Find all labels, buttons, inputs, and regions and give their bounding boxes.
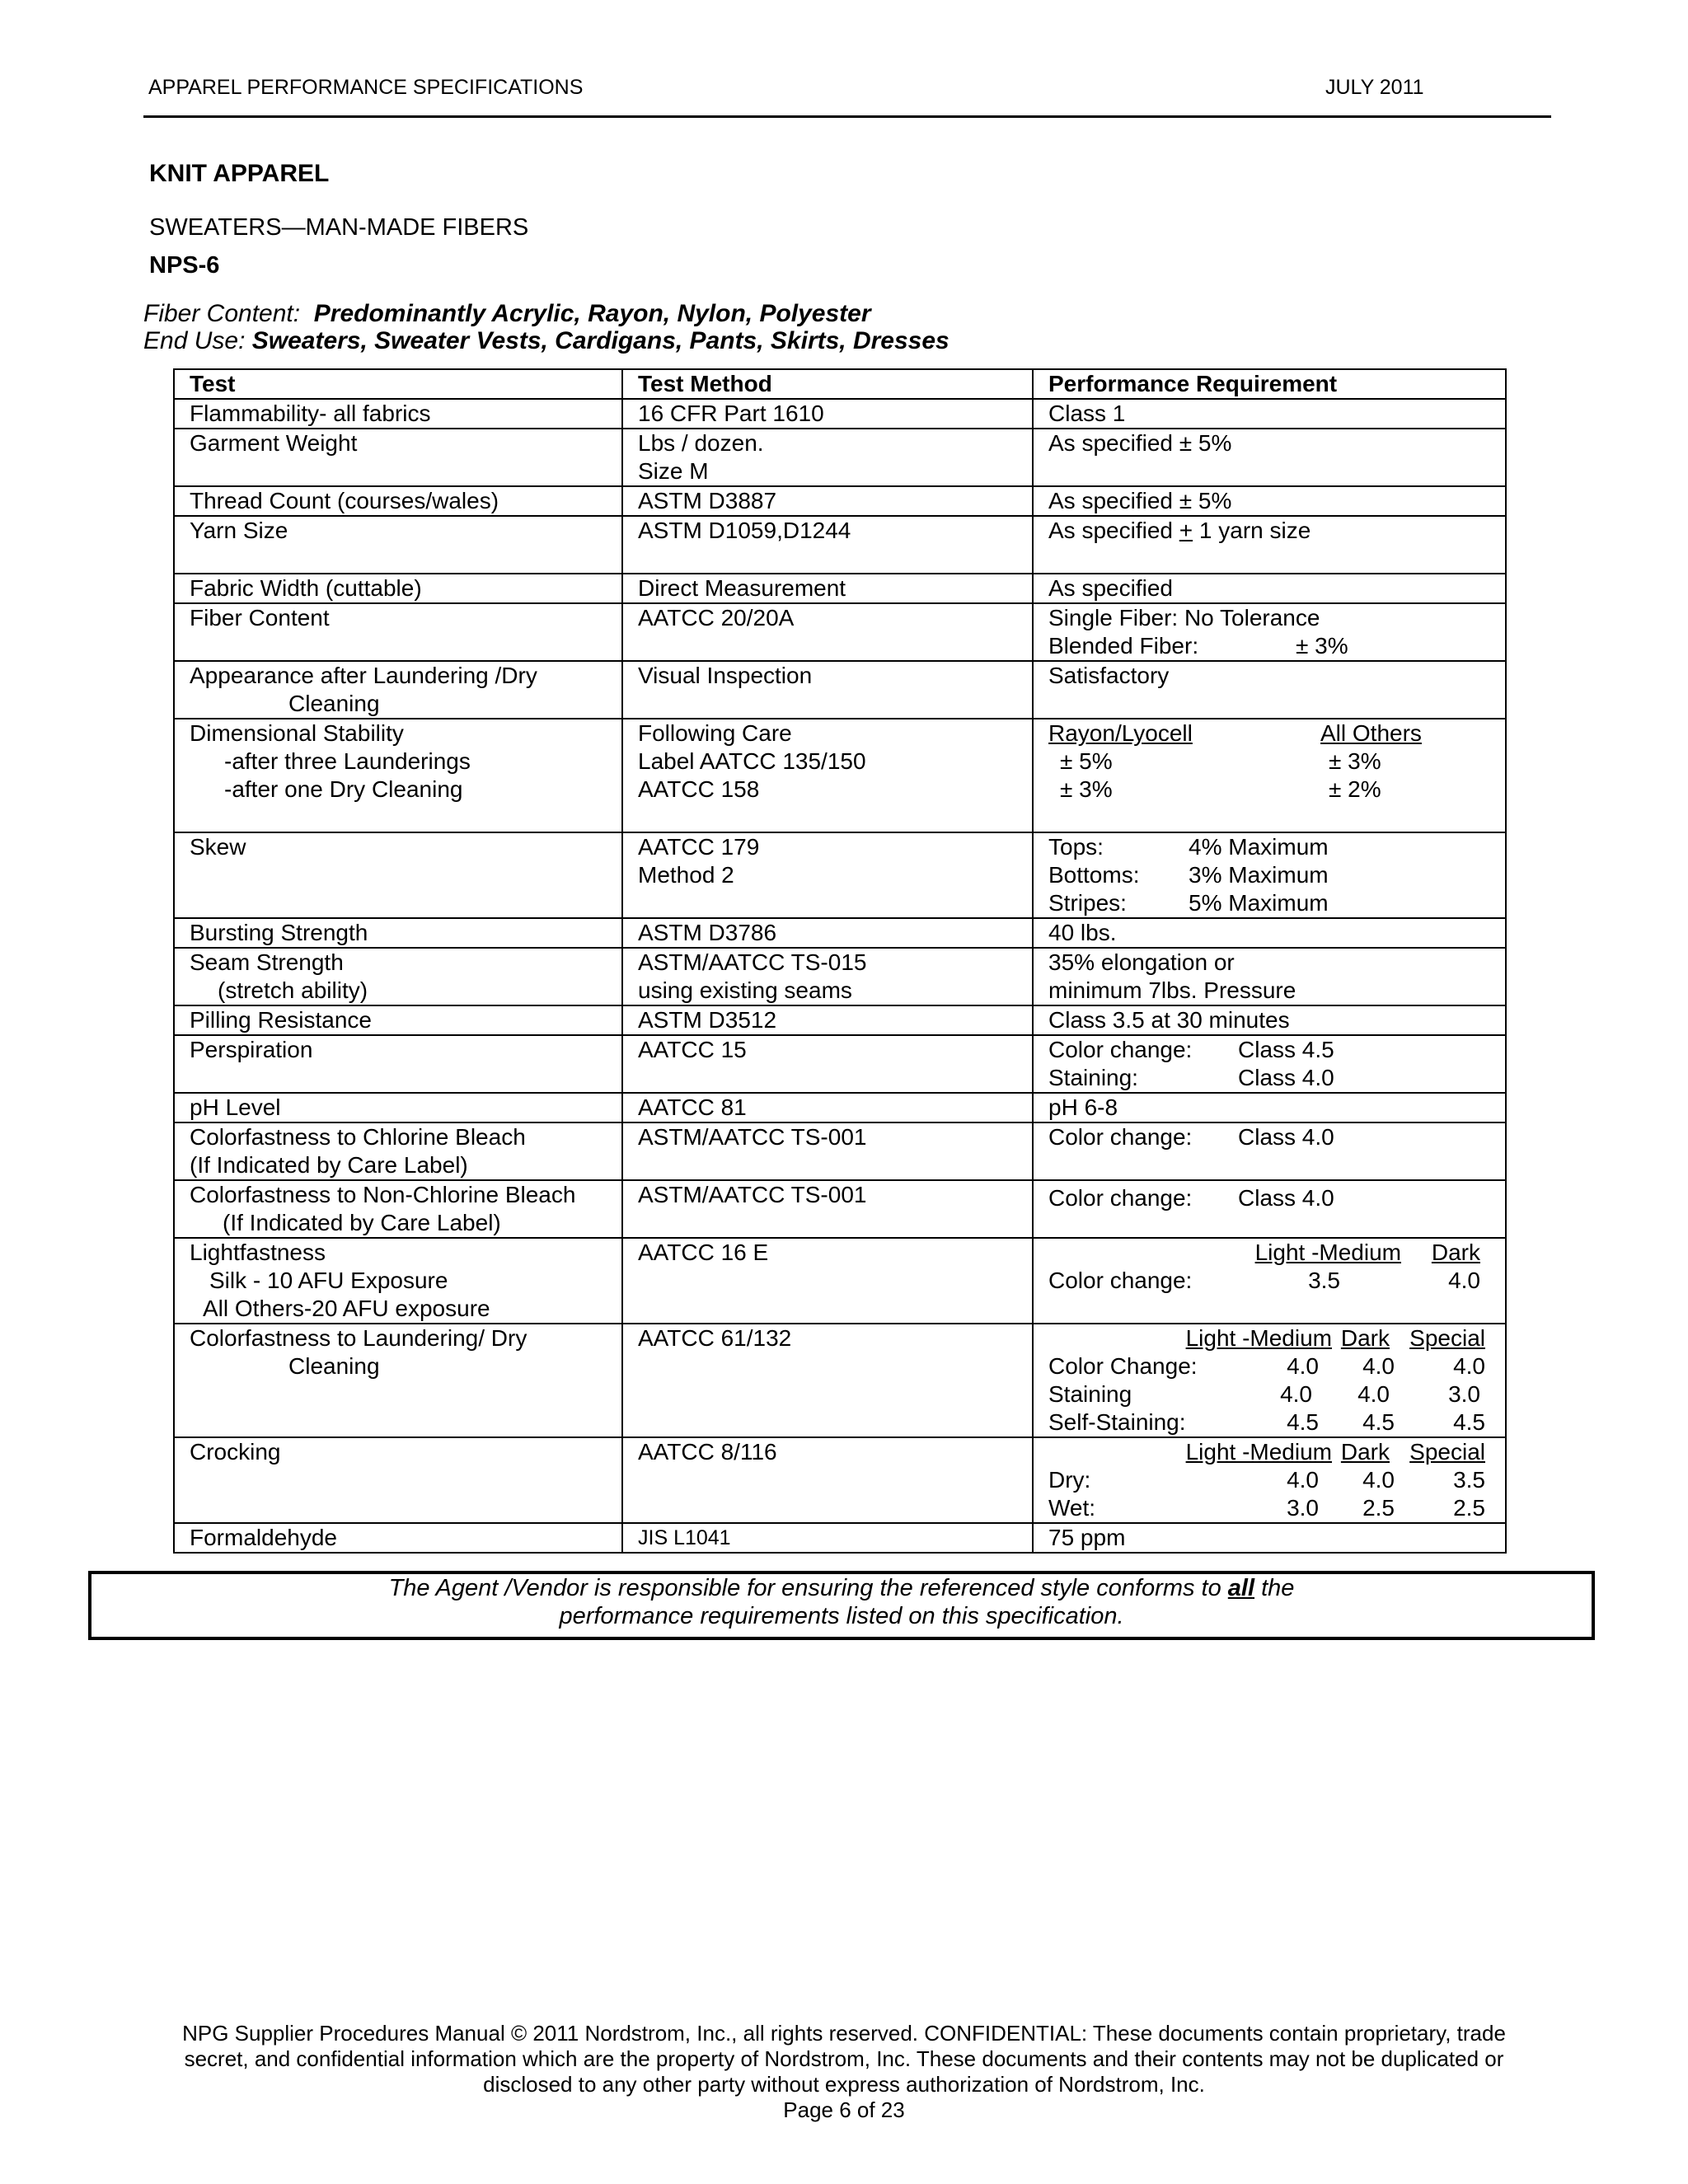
- cell-test: [174, 661, 622, 719]
- header-requirement: Performance Requirement: [1033, 369, 1506, 399]
- req-line: [1048, 748, 1505, 776]
- method-line: ASTM D1059,D1244: [638, 518, 851, 543]
- req-label: Bottoms:: [1048, 862, 1140, 888]
- cell-requirement: As specified ± 5%: [1033, 429, 1506, 486]
- req-line: [1048, 1267, 1505, 1295]
- req-value: 4.0: [1280, 1381, 1312, 1407]
- notice-text: The Agent /Vendor is responsible for ensuring the referenced style conforms to: [388, 1575, 1228, 1601]
- req-line: [1048, 1494, 1505, 1522]
- col-dark: Dark: [1340, 1325, 1390, 1351]
- req-line: [1048, 861, 1505, 889]
- req-value: Class 4.0: [1238, 1124, 1334, 1150]
- req-label: Self-Staining:: [1048, 1409, 1186, 1435]
- req-value: 3.5: [1308, 1268, 1340, 1293]
- cell-test: [174, 1122, 622, 1180]
- req-value: 2.5: [1362, 1495, 1395, 1521]
- req-value: 4% Maximum: [1189, 834, 1329, 860]
- cell-method: ASTM/AATCC TS-001: [622, 1122, 1033, 1180]
- req-label: Color change:: [1048, 1268, 1193, 1293]
- table-row: [174, 516, 1506, 574]
- req-label: Color change:: [1048, 1124, 1193, 1150]
- cell-method: AATCC 8/116: [622, 1437, 1033, 1523]
- cell-requirement: [1033, 1180, 1506, 1238]
- cell-requirement: 75 ppm: [1033, 1523, 1506, 1553]
- req-value: 4.5: [1287, 1409, 1319, 1435]
- end-use-label: End Use:: [143, 327, 246, 354]
- test-line: -after three Launderings: [224, 748, 471, 774]
- table-row: [174, 1523, 1506, 1553]
- req-value: ± 5%: [1060, 748, 1113, 774]
- test-line: (stretch ability): [218, 977, 368, 1003]
- req-value: 4.0: [1287, 1467, 1319, 1493]
- cell-method: AATCC 61/132: [622, 1324, 1033, 1437]
- req-value: 3% Maximum: [1189, 862, 1329, 888]
- req-line: [1048, 833, 1505, 861]
- col-rayon: Rayon/Lyocell: [1048, 720, 1193, 746]
- req-line: [1048, 1064, 1505, 1092]
- cell-test: Pilling Resistance: [174, 1005, 622, 1035]
- cell-requirement: [1033, 832, 1506, 918]
- table-row: [174, 1093, 1506, 1122]
- table-row: [174, 918, 1506, 948]
- cell-test: [174, 719, 622, 832]
- method-line: Size M: [638, 458, 709, 484]
- cell-test: [174, 1180, 622, 1238]
- header-title: APPAREL PERFORMANCE SPECIFICATIONS: [148, 76, 584, 99]
- cell-test: Skew: [174, 832, 622, 918]
- method-line: AATCC 179: [638, 834, 760, 860]
- footer-line: secret, and confidential information which are the property of Nordstrom, Inc. These documents and their contents may not be duplicated or: [184, 2046, 1504, 2071]
- req-value: ± 3%: [1060, 776, 1113, 802]
- table-row: [174, 1122, 1506, 1180]
- cell-method: [622, 832, 1033, 918]
- plus-minus-symbol: +: [1179, 518, 1193, 543]
- cell-requirement: As specified ± 5%: [1033, 486, 1506, 516]
- cell-test: Crocking: [174, 1437, 622, 1523]
- cell-test: Fiber Content: [174, 603, 622, 661]
- req-text: 1 yarn size: [1193, 518, 1311, 543]
- req-label: Staining:: [1048, 1065, 1138, 1090]
- req-value: 3.5: [1453, 1467, 1485, 1493]
- method-line: Method 2: [638, 862, 734, 888]
- req-value: 2.5: [1453, 1495, 1485, 1521]
- req-label: Color change:: [1048, 1185, 1193, 1211]
- cell-requirement: [1033, 1035, 1506, 1093]
- req-value: Class 4.5: [1238, 1037, 1334, 1062]
- req-value: 4.0: [1448, 1268, 1480, 1293]
- method-line: Lbs / dozen.: [638, 430, 764, 456]
- req-value: ± 3%: [1329, 748, 1381, 774]
- cell-method: [622, 516, 1033, 574]
- table-row: [174, 399, 1506, 429]
- req-line: [1048, 1380, 1505, 1408]
- test-line: Cleaning: [288, 691, 380, 716]
- req-value: ± 3%: [1296, 633, 1348, 658]
- cell-test: Perspiration: [174, 1035, 622, 1093]
- col-all-others: All Others: [1320, 720, 1422, 746]
- header-date: JULY 2011: [1325, 76, 1424, 99]
- test-line: -after one Dry Cleaning: [224, 776, 463, 802]
- test-line: Lightfastness: [190, 1240, 326, 1265]
- test-line: Colorfastness to Chlorine Bleach: [190, 1124, 526, 1150]
- cell-method: ASTM D3887: [622, 486, 1033, 516]
- header-test: Test: [174, 369, 622, 399]
- notice-emphasis: all: [1227, 1575, 1255, 1601]
- cell-method: AATCC 15: [622, 1035, 1033, 1093]
- cell-requirement: [1033, 1437, 1506, 1523]
- col-light-medium: Light -Medium: [1185, 1325, 1332, 1351]
- req-value: 4.0: [1362, 1467, 1395, 1493]
- footer-line: NPG Supplier Procedures Manual © 2011 Nordstrom, Inc., all rights reserved. CONFIDENTIAL: These documents contain proprietary, trade: [182, 2021, 1506, 2046]
- col-dark: Dark: [1431, 1240, 1480, 1265]
- table-row: [174, 574, 1506, 603]
- cell-method: ASTM D3512: [622, 1005, 1033, 1035]
- spec-table: [173, 368, 1507, 1554]
- header-method: Test Method: [622, 369, 1033, 399]
- cell-method: AATCC 81: [622, 1093, 1033, 1122]
- req-line: Single Fiber: No Tolerance: [1048, 605, 1320, 630]
- cell-method: AATCC 20/20A: [622, 603, 1033, 661]
- req-line: 35% elongation or: [1048, 949, 1235, 975]
- req-line: [1048, 632, 1505, 660]
- end-use-value: Sweaters, Sweater Vests, Cardigans, Pants, Skirts, Dresses: [251, 327, 950, 354]
- req-label: Wet:: [1048, 1495, 1096, 1521]
- table-row: [174, 486, 1506, 516]
- req-value: Class 4.0: [1238, 1185, 1334, 1211]
- test-line: (If Indicated by Care Label): [223, 1210, 501, 1235]
- req-label: Blended Fiber:: [1048, 633, 1199, 658]
- req-value: 4.0: [1357, 1381, 1390, 1407]
- col-light-medium: Light -Medium: [1254, 1240, 1401, 1265]
- method-line: Following Care: [638, 720, 792, 746]
- fiber-content-value: Predominantly Acrylic, Rayon, Nylon, Polyester: [313, 300, 871, 327]
- req-value: 4.0: [1287, 1353, 1319, 1379]
- cell-test: [174, 1324, 622, 1437]
- cell-requirement: pH 6-8: [1033, 1093, 1506, 1122]
- col-light-medium: Light -Medium: [1185, 1439, 1332, 1465]
- method-line: using existing seams: [638, 977, 852, 1003]
- req-header: [1048, 1324, 1505, 1352]
- table-row: [174, 1035, 1506, 1093]
- cell-requirement: Class 3.5 at 30 minutes: [1033, 1005, 1506, 1035]
- cell-method: ASTM D3786: [622, 918, 1033, 948]
- test-line: Silk - 10 AFU Exposure: [209, 1268, 448, 1293]
- req-value: ± 2%: [1329, 776, 1381, 802]
- vendor-notice: [88, 1571, 1595, 1640]
- cell-requirement: [1033, 948, 1506, 1005]
- cell-method: Direct Measurement: [622, 574, 1033, 603]
- cell-method: JIS L1041: [622, 1523, 1033, 1553]
- notice-line-1: [91, 1574, 1592, 1602]
- req-line: [1048, 1036, 1505, 1064]
- table-header-row: [174, 369, 1506, 399]
- table-row: [174, 1005, 1506, 1035]
- req-line: [1048, 1408, 1505, 1436]
- cell-method: 16 CFR Part 1610: [622, 399, 1033, 429]
- req-line: [1048, 1466, 1505, 1494]
- test-line: Dimensional Stability: [190, 720, 404, 746]
- req-line: minimum 7lbs. Pressure: [1048, 977, 1296, 1003]
- cell-requirement: [1033, 603, 1506, 661]
- cell-test: Formaldehyde: [174, 1523, 622, 1553]
- req-label: Staining: [1048, 1381, 1132, 1407]
- page-footer: [0, 2021, 1688, 2123]
- cell-method: [622, 719, 1033, 832]
- cell-requirement: [1033, 516, 1506, 574]
- spec-code: NPS-6: [149, 252, 220, 279]
- table-row: [174, 1324, 1506, 1437]
- method-line: Label AATCC 135/150: [638, 748, 866, 774]
- req-label: Dry:: [1048, 1467, 1091, 1493]
- end-use: [143, 327, 950, 355]
- cell-requirement: As specified: [1033, 574, 1506, 603]
- cell-test: Flammability- all fabrics: [174, 399, 622, 429]
- fiber-content: [143, 300, 871, 328]
- cell-requirement: Class 1: [1033, 399, 1506, 429]
- cell-test: [174, 948, 622, 1005]
- req-header: [1048, 1438, 1505, 1466]
- cell-requirement: [1033, 1122, 1506, 1180]
- table-row: [174, 948, 1506, 1005]
- cell-method: [622, 429, 1033, 486]
- cell-method: Visual Inspection: [622, 661, 1033, 719]
- test-line: Appearance after Laundering /Dry: [190, 663, 537, 688]
- req-value: 4.5: [1453, 1409, 1485, 1435]
- col-dark: Dark: [1340, 1439, 1390, 1465]
- test-line: All Others-20 AFU exposure: [203, 1296, 490, 1321]
- req-value: 3.0: [1448, 1381, 1480, 1407]
- req-line: [1048, 776, 1505, 804]
- table-row: [174, 719, 1506, 832]
- req-value: 3.0: [1287, 1495, 1319, 1521]
- section-title: KNIT APPAREL: [149, 160, 330, 187]
- test-line: Colorfastness to Non-Chlorine Bleach: [190, 1182, 576, 1207]
- req-line: [1048, 1184, 1505, 1212]
- cell-test: [174, 1238, 622, 1324]
- req-line: [1048, 1352, 1505, 1380]
- cell-requirement: [1033, 1324, 1506, 1437]
- req-label: Tops:: [1048, 834, 1104, 860]
- cell-method: ASTM/AATCC TS-001: [622, 1180, 1033, 1238]
- cell-requirement: [1033, 1238, 1506, 1324]
- req-value: 4.5: [1362, 1409, 1395, 1435]
- test-line: Colorfastness to Laundering/ Dry: [190, 1325, 528, 1351]
- method-line: ASTM/AATCC TS-015: [638, 949, 867, 975]
- col-special: Special: [1409, 1325, 1485, 1351]
- req-line: [1048, 889, 1505, 917]
- header-divider: [143, 115, 1551, 118]
- req-label: Stripes:: [1048, 890, 1127, 916]
- table-row: [174, 1180, 1506, 1238]
- req-header: [1048, 719, 1505, 748]
- table-row: [174, 1437, 1506, 1523]
- req-value: 4.0: [1362, 1353, 1395, 1379]
- method-line: AATCC 158: [638, 776, 760, 802]
- cell-test: Thread Count (courses/wales): [174, 486, 622, 516]
- cell-requirement: Satisfactory: [1033, 661, 1506, 719]
- req-label: Color change:: [1048, 1037, 1193, 1062]
- cell-test: Garment Weight: [174, 429, 622, 486]
- footer-line: disclosed to any other party without express authorization of Nordstrom, Inc.: [483, 2072, 1205, 2097]
- fiber-content-label: Fiber Content:: [143, 300, 301, 327]
- cell-requirement: 40 lbs.: [1033, 918, 1506, 948]
- req-value: 4.0: [1453, 1353, 1485, 1379]
- subsection-title: SWEATERS—MAN-MADE FIBERS: [149, 214, 529, 241]
- page-number: Page 6 of 23: [783, 2097, 905, 2122]
- cell-requirement: [1033, 719, 1506, 832]
- test-line: Seam Strength: [190, 949, 344, 975]
- req-line: [1048, 1123, 1505, 1151]
- test-line: Cleaning: [288, 1353, 380, 1379]
- table-row: [174, 429, 1506, 486]
- cell-test: pH Level: [174, 1093, 622, 1122]
- cell-test: Fabric Width (cuttable): [174, 574, 622, 603]
- table-row: [174, 661, 1506, 719]
- cell-method: AATCC 16 E: [622, 1238, 1033, 1324]
- req-text: As specified: [1048, 518, 1179, 543]
- test-line: (If Indicated by Care Label): [190, 1152, 468, 1178]
- req-value: Class 4.0: [1238, 1065, 1334, 1090]
- table-row: [174, 603, 1506, 661]
- table-row: [174, 1238, 1506, 1324]
- req-header: [1048, 1239, 1505, 1267]
- notice-text: the: [1254, 1575, 1295, 1601]
- req-label: Color Change:: [1048, 1353, 1198, 1379]
- cell-test: Bursting Strength: [174, 918, 622, 948]
- table-row: [174, 832, 1506, 918]
- req-value: 5% Maximum: [1189, 890, 1329, 916]
- cell-method: [622, 948, 1033, 1005]
- cell-test: Yarn Size: [174, 516, 622, 574]
- col-special: Special: [1409, 1439, 1485, 1465]
- notice-line-2: performance requirements listed on this specification.: [559, 1603, 1124, 1629]
